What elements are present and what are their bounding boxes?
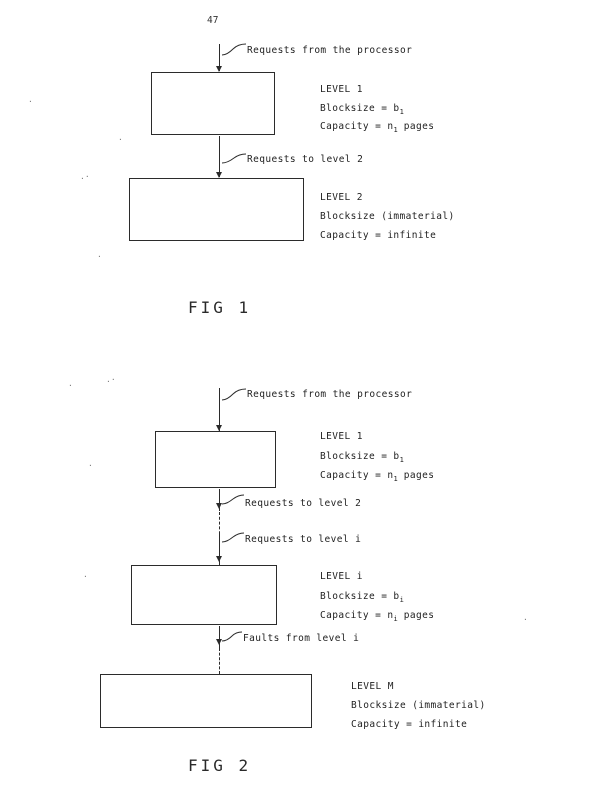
scan-speck: .·: [106, 375, 116, 384]
fig1-level1-capacity-suffix: pages: [397, 121, 435, 132]
scan-speck: .: [97, 250, 102, 259]
fig2-leveli-capacity-prefix: Capacity = n: [320, 610, 394, 621]
page-number: 47: [207, 15, 219, 26]
fig1-level1-capacity: [320, 121, 434, 134]
fig1-caption: FIG 1: [188, 298, 252, 317]
fig2-leveli-capacity-subscript: i: [393, 614, 398, 623]
fig1-inter-label: Requests to level 2: [247, 154, 364, 165]
fig2-leveli-title: LEVEL i: [320, 571, 363, 582]
fig2-input-label: Requests from the processor: [247, 389, 413, 400]
fig2-level1-box: [155, 431, 276, 488]
fig2-level1-blocksize: [320, 451, 404, 464]
fig2-to-leveli-arrowhead: [216, 556, 222, 562]
fig1-level1-capacity-prefix: Capacity = n: [320, 121, 394, 132]
fig1-level2-blocksize: Blocksize (immaterial): [320, 211, 455, 222]
fig1-level2-box: [129, 178, 304, 241]
fig1-inter-leader: [221, 152, 247, 166]
fig2-leveli-blocksize: [320, 591, 404, 604]
fig1-input-leader: [221, 41, 247, 57]
fig2-level1-capacity: [320, 470, 434, 483]
fig1-input-label: Requests from the processor: [247, 45, 413, 56]
fig1-inter-arrow-line: [219, 136, 220, 177]
fig2-levelM-title: LEVEL M: [351, 681, 394, 692]
fig2-faults-label: Faults from level i: [243, 633, 360, 644]
fig2-dashed-line-lower: [219, 648, 220, 674]
fig1-level2-title: LEVEL 2: [320, 192, 363, 203]
fig2-to-leveli-label: Requests to level i: [245, 534, 362, 545]
fig1-level1-box: [151, 72, 275, 135]
fig2-level1-title: LEVEL 1: [320, 431, 363, 442]
fig2-caption: FIG 2: [188, 756, 252, 775]
fig2-to-leveli-leader: [221, 531, 245, 545]
fig1-level1-blocksize-subscript: 1: [399, 107, 404, 116]
fig2-level1-capacity-suffix: pages: [397, 470, 435, 481]
fig2-input-leader: [221, 386, 247, 402]
fig2-faults-leader: [221, 630, 243, 644]
fig1-level2-capacity: Capacity = infinite: [320, 230, 437, 241]
fig2-level1-blocksize-subscript: 1: [399, 455, 404, 464]
fig1-level1-capacity-subscript: 1: [393, 125, 398, 134]
fig2-level1-capacity-subscript: 1: [393, 474, 398, 483]
fig1-level1-blocksize-text: Blocksize = b: [320, 103, 400, 114]
fig2-levelM-blocksize: Blocksize (immaterial): [351, 700, 486, 711]
scan-speck: .: [88, 459, 93, 468]
scan-speck: ·: [68, 381, 73, 390]
fig2-to-level2-leader: [221, 493, 245, 507]
fig2-levelM-box: [100, 674, 312, 728]
scan-speck: .: [83, 570, 88, 579]
scan-speck: .: [118, 133, 123, 142]
fig2-to-level2-label: Requests to level 2: [245, 498, 362, 509]
fig2-leveli-capacity: [320, 610, 434, 623]
scan-speck: .: [28, 95, 33, 104]
fig2-levelM-capacity: Capacity = infinite: [351, 719, 468, 730]
fig2-level1-capacity-prefix: Capacity = n: [320, 470, 394, 481]
fig1-level1-blocksize: [320, 103, 404, 116]
scan-speck: .·: [80, 172, 90, 181]
fig2-leveli-capacity-suffix: pages: [397, 610, 435, 621]
fig1-level1-title: LEVEL 1: [320, 84, 363, 95]
scan-speck: .: [523, 613, 528, 622]
fig2-leveli-blocksize-text: Blocksize = b: [320, 591, 400, 602]
fig2-leveli-blocksize-subscript: i: [399, 595, 404, 604]
fig2-leveli-box: [131, 565, 277, 625]
fig2-level1-blocksize-text: Blocksize = b: [320, 451, 400, 462]
